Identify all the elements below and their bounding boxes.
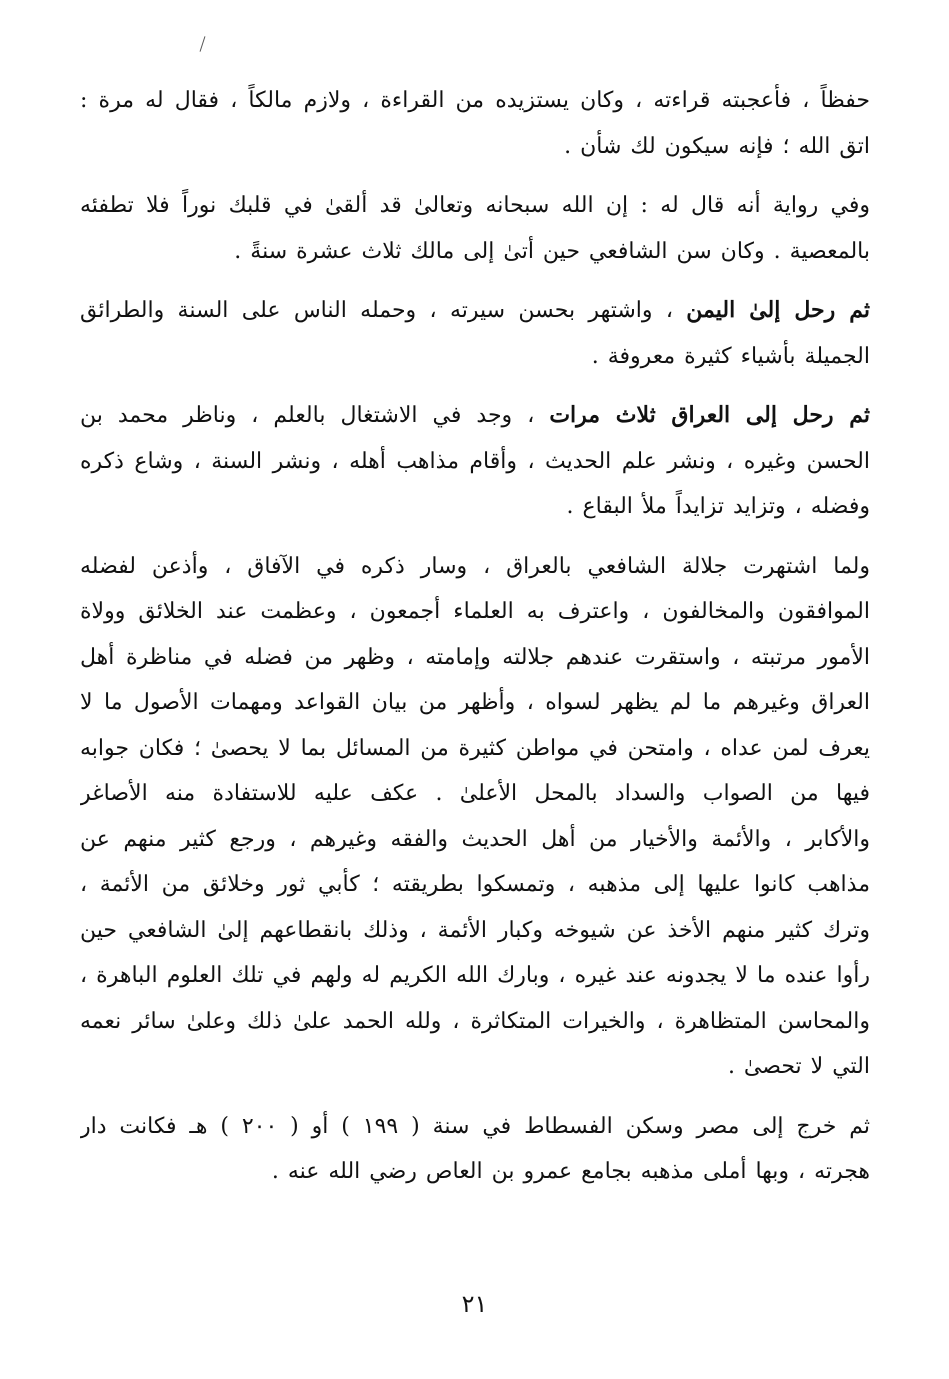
paragraph-6 (80, 1104, 870, 1195)
text-run: ، وجد في الاشتغال بالعلم ، وناظر محمد بن (80, 403, 550, 428)
stray-pen-mark (200, 36, 206, 52)
paragraph-5 (80, 544, 870, 1090)
text-line: فيها من الصواب والسداد بالمحل الأعلىٰ . عكف عليه للاستفادة منه الأصاغر (80, 781, 870, 806)
text-line: بالمعصية . وكان سن الشافعي حين أتىٰ إلى مالك ثلاث عشرة سنةً . (234, 238, 870, 264)
text-line: الأمور مرتبته ، واستقرت عندهم جلالته وإمامته ، وظهر من فضله في مناظرة أهل (80, 644, 870, 670)
text-line: وفي رواية أنه قال له : إن الله سبحانه وتعالىٰ قد ألقىٰ في قلبك نوراً فلا تطفئه (80, 193, 870, 218)
text-line: اتق الله ؛ فإنه سيكون لك شأن . (564, 133, 870, 159)
text-line: رأوا عنده ما لا يجدونه عند غيره ، وبارك الله الكريم له ولهم في تلك العلوم الباهرة ، (80, 963, 870, 988)
bold-lead: ثم رحل إلى العراق ثلاث مرات (549, 402, 870, 428)
text-line: الجميلة بأشياء كثيرة معروفة . (591, 343, 870, 369)
text-line: والأكابر ، والأئمة والأخيار من أهل الحديث والفقه وغيرهم ، ورجع كثير منهم عن (80, 826, 870, 852)
text-line: مذاهب كانوا عليها إلى مذهبه ، وتمسكوا بطريقته ؛ كأبي ثور وخلائق من الأئمة ، (80, 872, 870, 897)
text-line: العراق وغيرهم ما لم يظهر لسواه ، وأظهر من بيان القواعد ومهمات الأصول ما لا (80, 690, 870, 715)
text-run: ، واشتهر بحسن سيرته ، وحمله الناس على السنة والطرائق (80, 298, 687, 323)
text-line: الحسن وغيره ، ونشر علم الحديث ، وأقام مذاهب أهله ، ونشر السنة ، وشاع ذكره (80, 448, 870, 474)
text-line: وفضله ، وتزايد تزايداً ملأ البقاع . (566, 494, 870, 519)
text-line: هجرته ، وبها أملى مذهبه بجامع عمرو بن العاص رضي الله عنه . (271, 1159, 870, 1184)
text-line: ثم خرج إلى مصر وسكن الفسطاط في سنة ( ١٩٩ ) أو ( ٢٠٠ ) هـ فكانت دار (80, 1113, 870, 1139)
text-line: وترك كثير منهم الأخذ عن شيوخه وكبار الأئمة ، وذلك بانقطاعهم إلىٰ الشافعي حين (80, 917, 870, 943)
text-line: حفظاً ، فأعجبته قراءته ، وكان يستزيده من القراءة ، ولازم مالكاً ، فقال له مرة : (80, 88, 870, 113)
bold-lead: ثم رحل إلىٰ اليمن (686, 297, 870, 323)
text-line: ولما اشتهرت جلالة الشافعي بالعراق ، وسار ذكره في الآفاق ، وأذعن لفضله (80, 553, 870, 579)
text-line (80, 288, 870, 334)
text-line (80, 393, 870, 439)
text-line: الموافقون والمخالفون ، واعترف به العلماء أجمعون ، وعظمت عند الخلائق وولاة (80, 599, 870, 624)
page-number: ٢١ (461, 1290, 488, 1318)
page-text (80, 78, 870, 1209)
text-line: والمحاسن المتظاهرة ، والخيرات المتكاثرة ، ولله الحمد علىٰ ذلك وعلىٰ سائر نعمه (80, 1008, 870, 1034)
paragraph-3 (80, 288, 870, 379)
text-line: التي لا تحصىٰ . (727, 1054, 870, 1079)
paragraph-4 (80, 393, 870, 530)
paragraph-1 (80, 78, 870, 169)
text-line: يعرف لمن عداه ، وامتحن في مواطن كثيرة من المسائل بما لا يحصىٰ ؛ فكان جوابه (80, 735, 870, 761)
paragraph-2 (80, 183, 870, 274)
